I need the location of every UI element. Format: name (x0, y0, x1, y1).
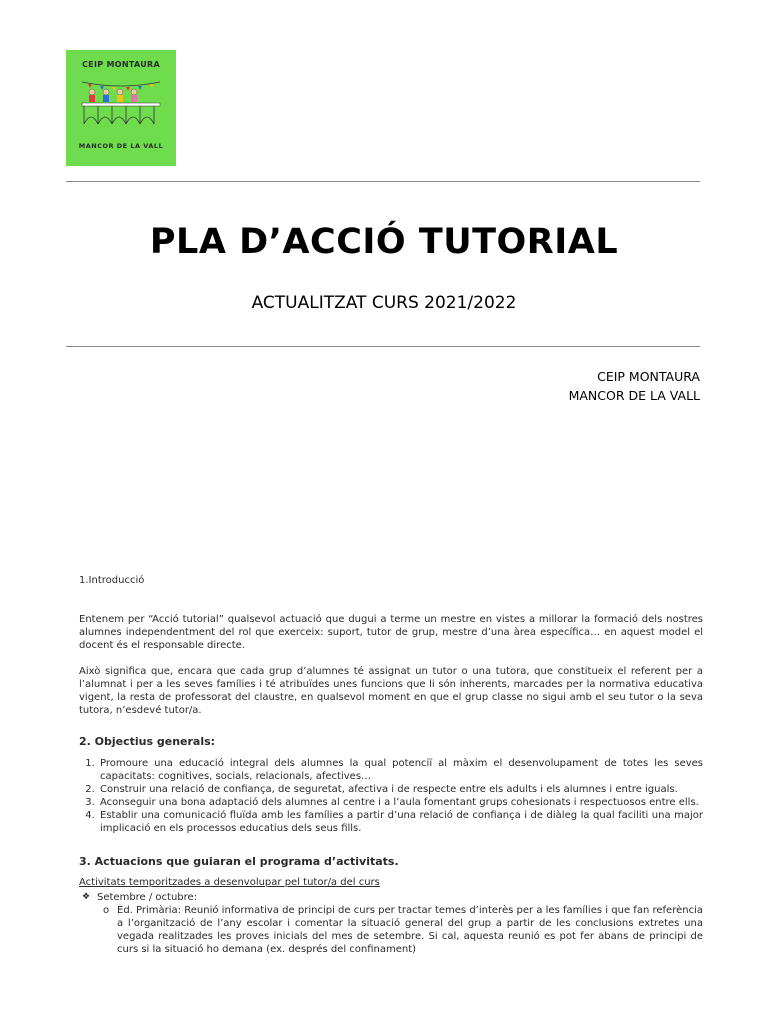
intro-heading: 1.Introducció (79, 575, 145, 586)
circle-bullet-icon: o (103, 905, 110, 916)
sub-bullet (79, 904, 703, 956)
school-town: MANCOR DE LA VALL (568, 388, 700, 403)
document-title: PLA D’ACCIÓ TUTORIAL (149, 222, 619, 262)
objective-item: 4. Establir una comunicació fluïda amb les famílies a partir d’una relació de confiança i de diàleg la qual faciliti una major implicació en els processos educatius dels seus fills. (98, 809, 703, 835)
diamond-bullet-icon: ❖ (82, 892, 91, 902)
document-subtitle: ACTUALITZAT CURS 2021/2022 (251, 293, 517, 313)
intro-paragraph-2: Això significa que, encara que cada grup d’alumnes té assignat un tutor o una tutora, que constitueix el referent per a l’alumnat i per a les seves famílies i té atribuïdes unes funcions que li són inherents, marcades per la normativa educativa vigent, la resta de professorat del claustre, en qualsevol moment en que el grup classe no sigui amb el seu tutor o la seva tutora, n’esdevé tutor/a. (79, 666, 703, 716)
activities-subheading: Activitats temporitzades a desenvolupar pel tutor/a del curs (79, 877, 380, 888)
month-bullet (79, 891, 703, 904)
objective-item: 1. Promoure una educació integral dels alumnes la qual potenciï al màxim el desenvolupament de totes les seves capacitats: cognitives, socials, relacionals, afectives… (98, 757, 703, 783)
document-body (79, 574, 703, 956)
school-name: CEIP MONTAURA (597, 369, 700, 384)
logo-subtitle: MANCOR DE LA VALL (78, 142, 164, 150)
school-block (569, 367, 700, 405)
objective-item: 3. Aconseguir una bona adaptació dels alumnes al centre i a l’aula fomentant grups cohesionats i respectuosos entre ells. (98, 796, 703, 809)
objectives-list (79, 757, 703, 835)
logo-title: CEIP MONTAURA (82, 60, 160, 69)
top-divider (66, 181, 700, 182)
sub-bullet-text: Ed. Primària: Reunió informativa de principi de curs per tractar temes d’interès per a les famílies i que fan referència a l’organització de l’any escolar i comentar la situació general del grup a partir de les conclusions extretes una vegada realitzades les proves inicials del mes de setembre. Si cal, aquesta reunió es pot fer abans de principi de curs si la situació ho demana (ex. després del confinament) (117, 905, 703, 955)
month-bullet-label: Setembre / octubre: (97, 892, 198, 903)
school-logo (66, 50, 176, 166)
objective-item: 2. Construir una relació de confiança, de seguretat, afectiva i de respecte entre els adults i els alumnes i entre iguals. (98, 783, 703, 796)
actions-heading: 3. Actuacions que guiaran el programa d’activitats. (79, 855, 399, 868)
objectives-heading: 2. Objectius generals: (79, 735, 216, 748)
intro-paragraph-1: Entenem per “Acció tutorial” qualsevol actuació que dugui a terme un mestre en vistes a millorar la formació dels nostres alumnes independentment del rol que exerceix: suport, tutor de grup, mestre d’una àrea específica… en aquest model el docent és el responsable directe. (79, 614, 703, 651)
bottom-divider (66, 346, 700, 347)
children-bridge-illustration (80, 76, 162, 128)
